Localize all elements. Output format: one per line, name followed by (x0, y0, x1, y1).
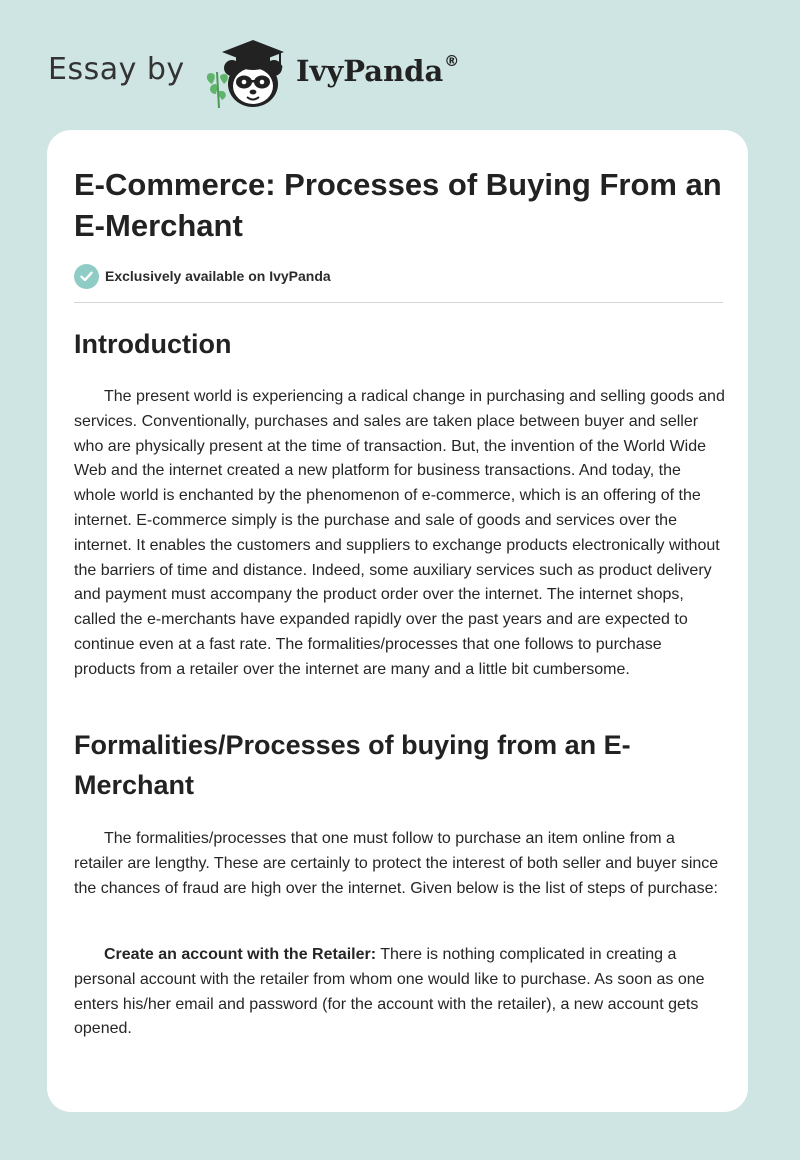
exclusive-label: Exclusively available on IvyPanda (105, 268, 331, 284)
brand-name[interactable] (296, 54, 459, 88)
essay-by-label: Essay by (48, 52, 185, 87)
section-heading-introduction: Introduction (74, 329, 232, 359)
formalities-paragraph: The formalities/processes that one must follow to purchase an item online from a retailer are lengthy. These are certainly to protect the interest of both seller and buyer since the chances of fraud are high over the internet. Given below is the list of steps of purchase: (74, 830, 719, 897)
site-header (48, 30, 468, 110)
article-title: E-Commerce: Processes of Buying From an E-Merchant (74, 167, 722, 243)
section-heading-formalities: Formalities/Processes of buying from an E-Merchant (74, 730, 631, 800)
check-icon (74, 264, 99, 289)
title-divider (74, 302, 723, 303)
step-text: There is nothing complicated in creating a personal account with the retailer from whom one would like to purchase. As soon as one enters his/her email and password (for the account with the retailer), a new account gets opened. (74, 946, 705, 1038)
panda-graduate-icon[interactable] (200, 34, 292, 112)
intro-paragraph: The present world is experiencing a radical change in purchasing and selling goods and services. Conventionally, purchases and sales are taken place between buyer and seller who are physically present at the time of transaction. But, the invention of the World Wide Web and the internet created a new platform for business transactions. And today, the whole world is enchanted by the phenomenon of e-commerce, which is an offering of the internet. E-commerce simply is the purchase and sale of goods and services over the internet. It enables the customers and suppliers to exchange products electronically without the barriers of time and distance. Indeed, some auxiliary services such as product delivery and payment must accompany the product order over the internet. The internet shops, called the e-merchants have expanded rapidly over the past years and are expected to continue even at a fast rate. The formalities/processes that one follows to purchase products from a retailer over the internet are many and a little bit cumbersome. (74, 388, 725, 678)
step-paragraph (74, 943, 726, 1042)
registered-mark: ® (444, 52, 460, 70)
article-card (47, 130, 748, 1112)
exclusive-badge (74, 263, 331, 289)
brand-text[interactable]: IvyPanda (296, 54, 444, 88)
leaf-icon (207, 72, 228, 108)
step-label: Create an account with the Retailer: (104, 946, 377, 963)
